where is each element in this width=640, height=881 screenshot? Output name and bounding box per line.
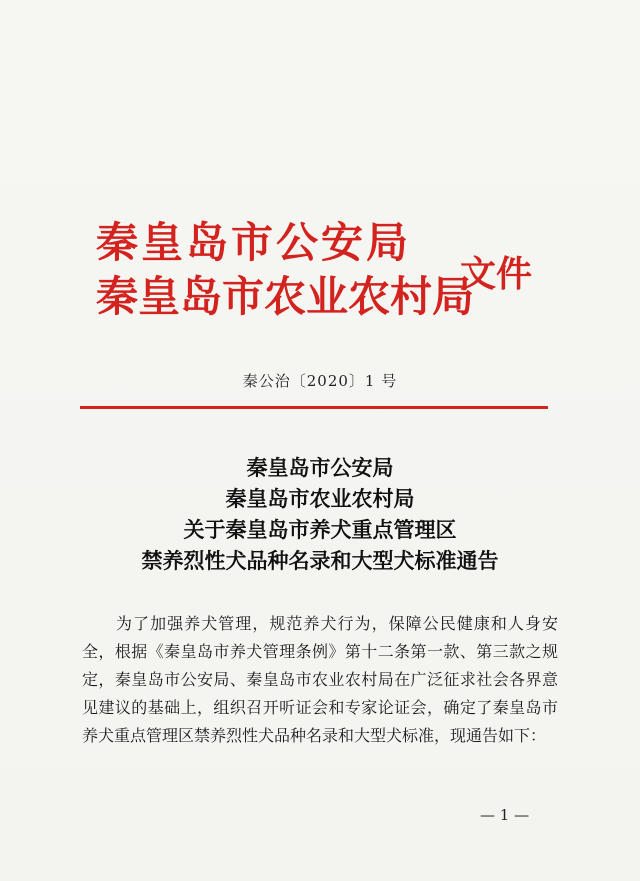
- title-line-4: 禁养烈性犬品种名录和大型犬标准通告: [141, 548, 499, 573]
- body-paragraph: 为了加强养犬管理，规范养犬行为，保障公民健康和人身安全，根据《秦皇岛市养犬管理条例》第十二条第一款、第三款之规定，秦皇岛市公安局、秦皇岛市农业农村局在广泛征求社会各界意见建议的基础上，组织召开听证会和专家论证会，确定了秦皇岛市养犬重点管理区禁养烈性犬品种名录和大型犬标准，现通告如下：: [82, 614, 558, 745]
- title-line-1: 秦皇岛市公安局: [246, 455, 394, 480]
- document-type-label: 文件: [460, 253, 533, 295]
- title-line-2: 秦皇岛市农业农村局: [225, 486, 415, 511]
- page-number: — 1 —: [480, 806, 530, 824]
- issuing-org-2: 秦皇岛市农业农村局: [96, 272, 475, 321]
- title-line-3: 关于秦皇岛市养犬重点管理区: [183, 517, 457, 542]
- issuing-org-1: 秦皇岛市公安局: [96, 218, 412, 267]
- notice-title: [0, 452, 640, 576]
- document-header: [96, 218, 536, 338]
- red-divider-line: [80, 406, 548, 409]
- document-number: 秦公治〔2020〕1 号: [242, 372, 398, 390]
